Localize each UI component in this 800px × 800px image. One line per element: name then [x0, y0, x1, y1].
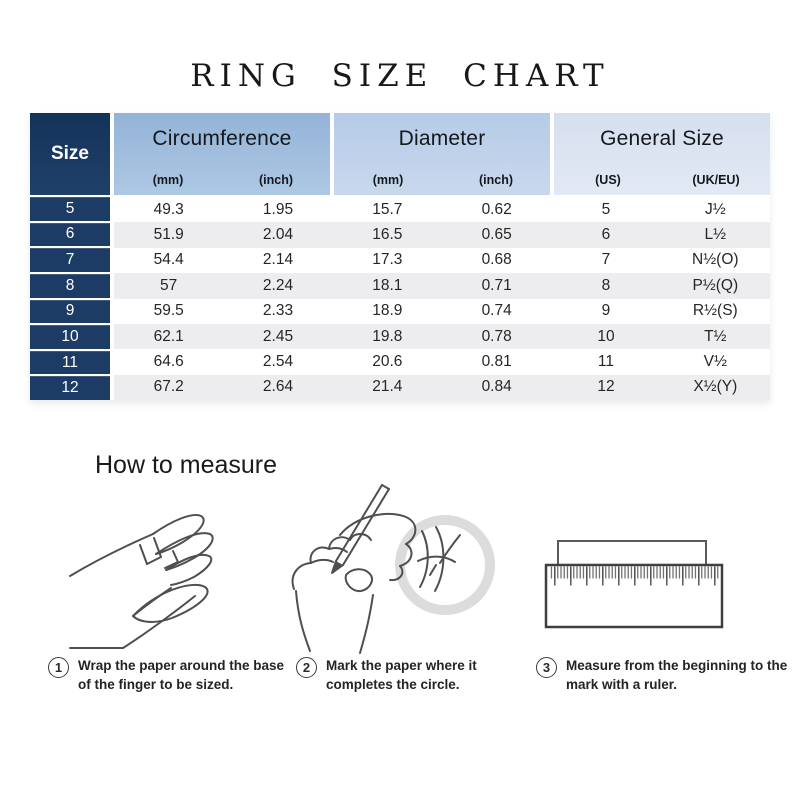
header-group-circumference: [114, 113, 330, 195]
pen-marking-icon: [278, 477, 513, 662]
column-sub-label: (mm): [152, 172, 184, 187]
table-cell: 2.64: [262, 378, 294, 396]
table-cell: 0.65: [481, 226, 512, 244]
table-cell: 20.6: [372, 352, 403, 370]
table-cell: 2.04: [262, 226, 294, 244]
ring-size-table: [30, 113, 770, 400]
table-row: [114, 324, 770, 349]
size-cell: 6: [30, 223, 110, 247]
step-caption-1: [48, 656, 286, 694]
size-column: [30, 113, 110, 400]
table-cell: 64.6: [153, 352, 184, 370]
step-number-badge: 3: [536, 657, 557, 678]
column-sub-labels: [554, 164, 770, 195]
table-row: [114, 222, 770, 247]
header-group-diameter: [334, 113, 550, 195]
table-cell: L½: [704, 226, 727, 244]
table-cell: 0.68: [481, 251, 512, 269]
table-cell: 2.14: [262, 251, 294, 269]
column-sub-label: (US): [595, 172, 621, 187]
table-cell: 57: [160, 276, 178, 294]
table-data-column: [114, 113, 770, 400]
step-text: Wrap the paper around the base of the finger to be sized.: [78, 658, 285, 692]
size-cell: 8: [30, 274, 110, 298]
table-cell: 2.24: [262, 276, 294, 294]
table-cell: 15.7: [372, 200, 403, 218]
table-cell: P½(Q): [692, 276, 739, 294]
table-cell: 0.84: [481, 378, 512, 396]
step-caption-3: [536, 656, 788, 694]
size-column-header: Size: [30, 113, 110, 195]
table-cell: 62.1: [153, 327, 184, 345]
hand-wrap-paper-icon: [45, 488, 270, 658]
table-cell: T½: [704, 327, 727, 345]
hand-with-paper-illustration: [45, 488, 270, 658]
table-cell: 16.5: [372, 226, 403, 244]
table-cell: 2.33: [262, 302, 294, 320]
table-cell: V½: [703, 352, 727, 370]
table-cell: 2.54: [262, 352, 294, 370]
table-cell: 7: [601, 251, 611, 269]
table-cell: 18.9: [372, 302, 403, 320]
table-cell: 12: [597, 378, 615, 396]
step-number-badge: 1: [48, 657, 69, 678]
table-cell: 19.8: [372, 327, 403, 345]
table-cell: 1.95: [262, 200, 294, 218]
size-cell: 12: [30, 376, 110, 400]
table-cell: 67.2: [153, 378, 184, 396]
size-cell: 11: [30, 351, 110, 375]
table-cell: 11: [597, 352, 615, 370]
header-groups: [114, 113, 770, 195]
table-cell: 0.78: [481, 327, 512, 345]
column-sub-labels: [334, 164, 550, 195]
table-cell: 59.5: [153, 302, 184, 320]
column-group-label: Diameter: [398, 126, 486, 150]
table-cell: R½(S): [692, 302, 738, 320]
table-cell: 10: [597, 327, 615, 345]
table-cell: 6: [601, 226, 611, 244]
step-text: Measure from the beginning to the mark with a ruler.: [566, 658, 788, 692]
table-cell: 8: [601, 276, 611, 294]
mark-paper-illustration: [278, 477, 513, 662]
table-cell: 21.4: [372, 378, 403, 396]
size-cell: 10: [30, 325, 110, 349]
table-row: [114, 375, 770, 400]
table-row: [114, 273, 770, 298]
column-sub-label: (mm): [372, 172, 404, 187]
table-cell: 0.74: [481, 302, 512, 320]
column-group-label: General Size: [600, 126, 724, 150]
size-cell: 9: [30, 300, 110, 324]
table-cell: 0.62: [481, 200, 512, 218]
column-sub-label: (inch): [258, 172, 294, 187]
table-cell: 54.4: [153, 251, 184, 269]
table-cell: 18.1: [372, 276, 403, 294]
header-group-general-size: [554, 113, 770, 195]
table-body: [114, 197, 770, 400]
step-text: Mark the paper where it completes the circle.: [326, 658, 477, 692]
table-cell: 5: [601, 200, 611, 218]
size-cell: 7: [30, 248, 110, 272]
column-sub-label: (inch): [478, 172, 514, 187]
table-cell: 0.71: [481, 276, 512, 294]
column-sub-labels: [114, 164, 330, 195]
table-cell: 0.81: [481, 352, 512, 370]
table-cell: 9: [601, 302, 611, 320]
table-row: [114, 299, 770, 324]
column-sub-label: (UK/EU): [692, 172, 740, 187]
page-title: RING SIZE CHART: [190, 58, 610, 94]
table-cell: 17.3: [372, 251, 403, 269]
table-row: [114, 349, 770, 374]
ruler-icon: [538, 512, 773, 652]
table-cell: J½: [704, 200, 726, 218]
table-cell: 49.3: [153, 200, 184, 218]
size-cell: 5: [30, 197, 110, 221]
table-cell: X½(Y): [693, 378, 738, 396]
column-group-label: Circumference: [152, 126, 292, 150]
table-cell: N½(O): [692, 251, 739, 269]
table-row: [114, 248, 770, 273]
table-cell: 51.9: [153, 226, 184, 244]
table-cell: 2.45: [262, 327, 294, 345]
table-row: [114, 197, 770, 222]
how-to-measure-heading: How to measure: [95, 451, 278, 479]
step-number-badge: 2: [296, 657, 317, 678]
step-caption-2: [296, 656, 522, 694]
ruler-illustration: [538, 512, 773, 652]
